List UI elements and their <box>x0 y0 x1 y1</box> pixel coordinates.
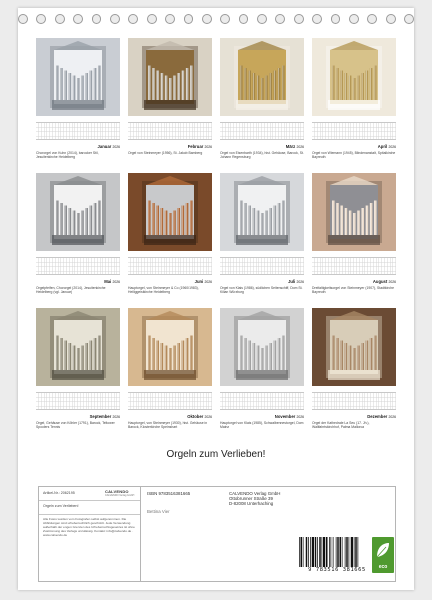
calendar-grid <box>220 122 304 140</box>
barcode-bar <box>301 537 303 567</box>
photo-caption: Orgelpfeifen, Chororgel (2014), Jesuitenkirche Heidelberg (vgl. Januar) <box>36 286 106 295</box>
month-name: April <box>377 144 388 149</box>
binding-holes <box>18 14 414 26</box>
publisher-line: Ottobrunner Straße 39 <box>229 496 273 502</box>
barcode-bar <box>323 537 325 567</box>
month-label <box>104 279 120 284</box>
binding-hole <box>128 14 138 24</box>
month-cell <box>220 173 304 308</box>
barcode-bars <box>295 537 379 567</box>
barcode <box>295 537 379 573</box>
month-name: Februar <box>187 144 204 149</box>
binding-hole <box>367 14 377 24</box>
binding-hole <box>312 14 322 24</box>
month-year: 2026 <box>388 145 396 149</box>
barcode-bar <box>312 537 314 567</box>
organ-photo <box>220 173 304 251</box>
organ-photo <box>128 38 212 116</box>
binding-hole <box>349 14 359 24</box>
organ-photo-image <box>128 38 212 116</box>
organ-photo-image <box>220 308 304 386</box>
month-cell <box>312 173 396 308</box>
barcode-bar <box>322 537 323 567</box>
organ-photo <box>220 308 304 386</box>
month-name: Mai <box>104 279 112 284</box>
organ-photo-image <box>128 173 212 251</box>
photo-caption: Orgel von Klais (1986), südlichen Seitenschiff, Dom St. Kilian Würzburg <box>220 286 303 295</box>
calendar-back-page <box>18 8 414 590</box>
barcode-bar <box>299 537 300 567</box>
binding-hole <box>73 14 83 24</box>
organ-photo-image <box>36 38 120 116</box>
product-info-box <box>38 486 396 582</box>
article-number: Artikel-Nr.: 2062195 <box>43 491 75 495</box>
month-year: 2026 <box>296 280 304 284</box>
organ-photo <box>312 308 396 386</box>
barcode-digits: 9 783516 381665 <box>308 567 366 573</box>
barcode-bar <box>336 537 337 567</box>
organ-photo <box>128 308 212 386</box>
author: Bettina Vier <box>147 509 170 514</box>
calendar-grid <box>312 392 396 410</box>
binding-hole <box>220 14 230 24</box>
publisher-logo-sub: CALVENDO Verlag GmbH <box>105 494 135 497</box>
month-label <box>373 279 396 284</box>
month-cell <box>36 38 120 173</box>
binding-hole <box>92 14 102 24</box>
month-cell <box>128 173 212 308</box>
legal-text: Alle Fotos wurden vom Fotografen selbst aufgenommen. Die Abbildungen sind urheberrechtlich geschützt. Jede Verwendung außerhalb der engen Grenzen des Urheberrechtsgesetzes ist ohne Zustimmung des Verlags unzulässig. Kontakt: info@calvendo.de · www.calvendo.de <box>43 517 135 537</box>
barcode-bar <box>345 537 346 567</box>
barcode-bar <box>331 537 332 567</box>
photo-caption: Orgel, Gehäuse von Köhler (1791), Barock, Teltower Spoolers Tennis <box>36 421 115 430</box>
eco-label: eco <box>378 564 388 570</box>
month-name: Dezember <box>367 414 388 419</box>
binding-hole <box>386 14 396 24</box>
month-label <box>187 414 212 419</box>
photo-caption: Hauptorgel, von Steinmeyer & Co (1960/1983), Heiliggeistkirche Heidelberg <box>128 286 199 295</box>
barcode-bar <box>340 537 342 567</box>
organ-photo-image <box>220 173 304 251</box>
isbn: ISBN 9783516381665 <box>147 491 191 496</box>
organ-photo-image <box>128 308 212 386</box>
month-year: 2026 <box>112 280 120 284</box>
organ-photo <box>312 38 396 116</box>
binding-hole <box>257 14 267 24</box>
barcode-bar <box>310 537 311 567</box>
month-name: Juni <box>194 279 204 284</box>
binding-hole <box>202 14 212 24</box>
photo-caption: Chororgel von Kuhn (2014), barocker Stil, Jesuitenkirche Heidelberg <box>36 151 99 160</box>
calendar-grid <box>36 392 120 410</box>
photo-caption: Orgel von Wiemann (1945), Blindenanstalt, Spitalkirche Bayreuth <box>312 151 396 160</box>
organ-photo-image <box>312 173 396 251</box>
month-label <box>286 144 304 149</box>
organ-photo <box>312 173 396 251</box>
organ-photo-image <box>312 308 396 386</box>
barcode-bar <box>308 537 309 567</box>
month-year: 2026 <box>204 280 212 284</box>
eco-badge <box>372 537 394 573</box>
calendar-grid <box>128 392 212 410</box>
month-cell <box>220 38 304 173</box>
calendar-grid <box>220 257 304 275</box>
month-name: Januar <box>97 144 112 149</box>
publisher-logo: CALVENDO <box>105 489 129 494</box>
barcode-bar <box>326 537 328 567</box>
month-name: November <box>274 414 296 419</box>
calendar-grid <box>312 257 396 275</box>
organ-photo <box>36 38 120 116</box>
barcode-bar <box>329 537 330 567</box>
month-label <box>90 414 120 419</box>
barcode-bar <box>337 537 339 567</box>
barcode-bar <box>351 537 353 567</box>
info-left-panel <box>39 487 141 581</box>
month-cell <box>36 308 120 443</box>
month-label <box>98 144 120 149</box>
barcode-bar <box>319 537 321 567</box>
organ-photo <box>36 173 120 251</box>
binding-hole <box>36 14 46 24</box>
binding-hole <box>275 14 285 24</box>
barcode-bar <box>317 537 318 567</box>
month-label <box>195 279 212 284</box>
barcode-bar <box>315 537 317 567</box>
month-year: 2026 <box>388 280 396 284</box>
month-name: März <box>285 144 296 149</box>
barcode-bar <box>303 537 304 567</box>
small-title: Orgeln zum Verlieben! <box>43 504 79 508</box>
month-label <box>378 144 396 149</box>
binding-hole <box>331 14 341 24</box>
month-year: 2026 <box>112 145 120 149</box>
binding-hole <box>294 14 304 24</box>
photo-caption: Orgel der Kathedrale La Seu (17. Jh.), Wallfahrtskirchhof, Palma Mallorca <box>312 421 370 430</box>
organ-photo <box>128 173 212 251</box>
month-cell <box>128 38 212 173</box>
calendar-grid <box>128 122 212 140</box>
month-label <box>288 279 304 284</box>
month-name: August <box>372 279 388 284</box>
photo-caption: Orgel von Eisenbarth (1934), hist. Gehäuse, Barock, St. Johann Regensburg <box>220 151 304 160</box>
photo-caption: Hauptorgel, von Steinmeyer (1930), hist. Gehäuse in Barock, Klosterkirche Speinshart <box>128 421 208 430</box>
month-label <box>367 414 396 419</box>
binding-hole <box>110 14 120 24</box>
month-cell <box>220 308 304 443</box>
organ-photo-image <box>312 38 396 116</box>
divider <box>39 514 140 515</box>
month-name: Juli <box>288 279 296 284</box>
photo-caption: Dreifaltigkeitsorgel von Steinmeyer (1907), Stadtkirche Bayreuth <box>312 286 394 295</box>
binding-hole <box>239 14 249 24</box>
calendar-grid <box>128 257 212 275</box>
publisher-line: CALVENDO Verlag GmbH <box>229 491 281 496</box>
barcode-bar <box>349 537 350 567</box>
month-year: 2026 <box>204 145 212 149</box>
binding-hole <box>147 14 157 24</box>
publisher-line: D-82008 Unterhaching <box>229 501 274 507</box>
month-name: September <box>89 414 112 419</box>
photo-caption: Hauptorgel von Klais (1985), Schwalbennestorgel, Dom Mainz <box>220 421 304 430</box>
month-year: 2026 <box>296 145 304 149</box>
month-cell <box>128 308 212 443</box>
leaf-icon <box>375 541 391 559</box>
barcode-bar <box>354 537 355 567</box>
binding-hole <box>165 14 175 24</box>
month-year: 2026 <box>204 415 212 419</box>
month-year: 2026 <box>112 415 120 419</box>
publisher-address <box>229 491 280 507</box>
divider <box>39 500 140 501</box>
month-cell <box>36 173 120 308</box>
organ-photo <box>220 38 304 116</box>
photo-caption: Orgel von Steinmeyer (1956), St. Jakob Bamberg <box>128 151 203 155</box>
calendar-grid <box>312 122 396 140</box>
organ-photo <box>36 308 120 386</box>
month-grid <box>36 38 396 443</box>
barcode-bar <box>358 537 359 567</box>
binding-hole <box>404 14 414 24</box>
month-name: Oktober <box>187 414 204 419</box>
month-year: 2026 <box>296 415 304 419</box>
barcode-bar <box>342 537 343 567</box>
month-year: 2026 <box>388 415 396 419</box>
month-cell <box>312 38 396 173</box>
month-label <box>188 144 212 149</box>
barcode-bar <box>333 537 334 567</box>
organ-photo-image <box>220 38 304 116</box>
barcode-bar <box>306 537 308 567</box>
month-label <box>275 414 304 419</box>
binding-hole <box>18 14 28 24</box>
binding-hole <box>55 14 65 24</box>
organ-photo-image <box>36 173 120 251</box>
calendar-grid <box>36 257 120 275</box>
calendar-title: Orgeln zum Verlieben! <box>166 449 266 460</box>
barcode-bar <box>355 537 357 567</box>
month-cell <box>312 308 396 443</box>
organ-photo-image <box>36 308 120 386</box>
barcode-bar <box>346 537 348 567</box>
calendar-grid <box>36 122 120 140</box>
binding-hole <box>184 14 194 24</box>
calendar-grid <box>220 392 304 410</box>
